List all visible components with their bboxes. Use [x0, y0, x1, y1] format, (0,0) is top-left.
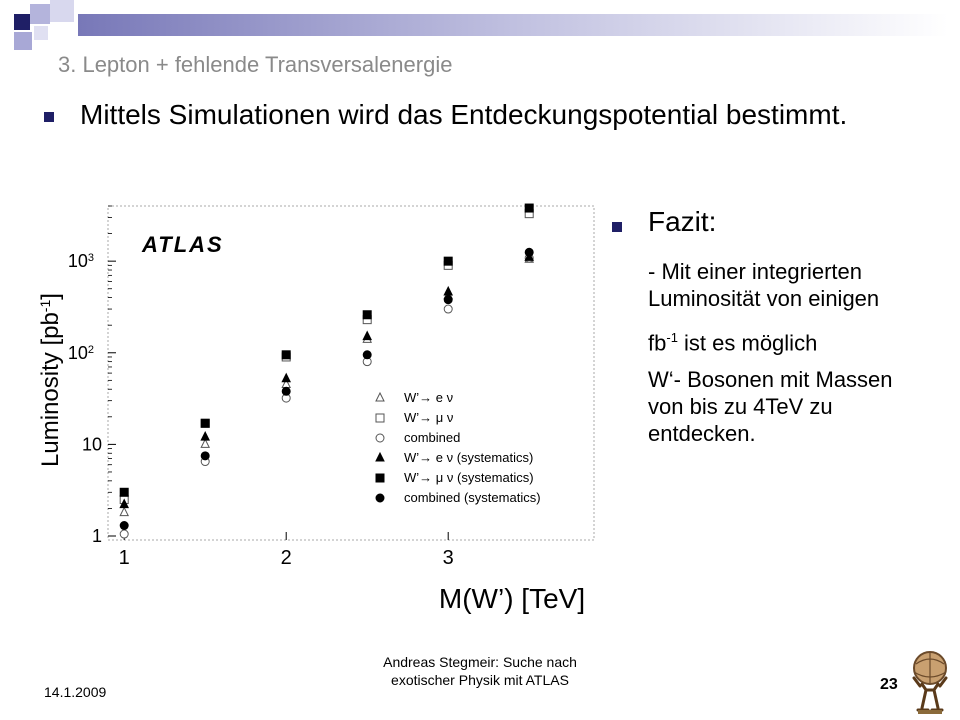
data-point-square-filled	[120, 488, 128, 496]
legend-label: W’→ μ ν (systematics)	[404, 470, 534, 485]
footer-author	[340, 653, 620, 689]
legend-label: combined (systematics)	[404, 490, 541, 505]
main-bullet-text	[80, 96, 860, 134]
data-point-circle-filled	[444, 296, 452, 304]
legend-label: W’→ e ν (systematics)	[404, 450, 534, 465]
data-point-square-filled	[363, 311, 371, 319]
atlas-watermark: ATLAS	[142, 232, 224, 257]
fazit-line-3: W‘- Bosonen mit Massen von bis zu 4TeV zu entdecken.	[648, 367, 893, 446]
x-tick-label: 3	[442, 547, 454, 569]
atlas-figure-logo-icon	[904, 648, 954, 716]
luminosity-chart	[30, 190, 610, 620]
legend-marker-circle-open	[376, 434, 384, 442]
legend-label: W’→ μ ν	[404, 410, 454, 425]
corner-decoration	[0, 0, 80, 60]
legend-marker-square-filled	[376, 474, 384, 482]
section-title: 3. Lepton + fehlende Transversalenergie	[58, 52, 453, 77]
fazit-unit-exp: -1	[666, 330, 678, 345]
data-point-circle-filled	[363, 351, 371, 359]
legend-marker-circle-filled	[376, 494, 384, 502]
x-axis-label: M(W’) [TeV]	[438, 583, 586, 614]
y-tick-label: $10^2$	[67, 342, 94, 363]
square-bullet-icon	[612, 222, 622, 232]
data-point-circle-filled	[120, 522, 128, 530]
fazit-heading: Fazit:	[648, 206, 717, 237]
legend-label: combined	[404, 430, 461, 445]
y-axis-label	[37, 293, 64, 467]
svg-text:Luminosity [pb-1]: Luminosity $[pb^{-1}]$	[37, 293, 64, 467]
data-point-circle-filled	[282, 387, 290, 395]
data-point-circle-open	[120, 530, 128, 538]
header-gradient-bar	[78, 14, 948, 36]
legend-marker-square-open	[376, 414, 384, 422]
fazit-line-2	[648, 324, 928, 356]
data-point-circle-filled	[525, 248, 533, 256]
x-tick-label: 2	[280, 547, 292, 569]
footer-author-line-1: Andreas Stegmeir: Suche nach	[383, 654, 577, 670]
footer-author-line-2: exotischer Physik mit ATLAS	[391, 672, 569, 688]
fazit-line-2-rest: ist es möglich	[677, 330, 818, 356]
fazit-unit: fb	[648, 330, 667, 356]
y-tick-label: $10^3$	[67, 251, 94, 272]
data-point-square-filled	[201, 419, 209, 427]
fazit-line-1: - Mit einer integrierten Luminosität von einigen	[648, 259, 880, 311]
legend-label: W’→ e ν	[404, 390, 454, 405]
data-point-square-filled	[282, 351, 290, 359]
data-point-circle-filled	[201, 452, 209, 460]
footer-date: 14.1.2009	[44, 684, 107, 700]
square-bullet-icon	[44, 112, 54, 122]
data-point-circle-open	[444, 305, 452, 313]
y-tick-label: 10	[81, 434, 102, 455]
data-point-square-filled	[444, 257, 452, 265]
data-point-square-filled	[525, 204, 533, 212]
x-tick-label: 1	[118, 547, 130, 569]
page-number: 23	[880, 676, 898, 693]
y-tick-label: 1	[91, 526, 102, 546]
main-bullet-label: Mittels Simulationen wird das Entdeckungspotential bestimmt.	[80, 99, 848, 130]
